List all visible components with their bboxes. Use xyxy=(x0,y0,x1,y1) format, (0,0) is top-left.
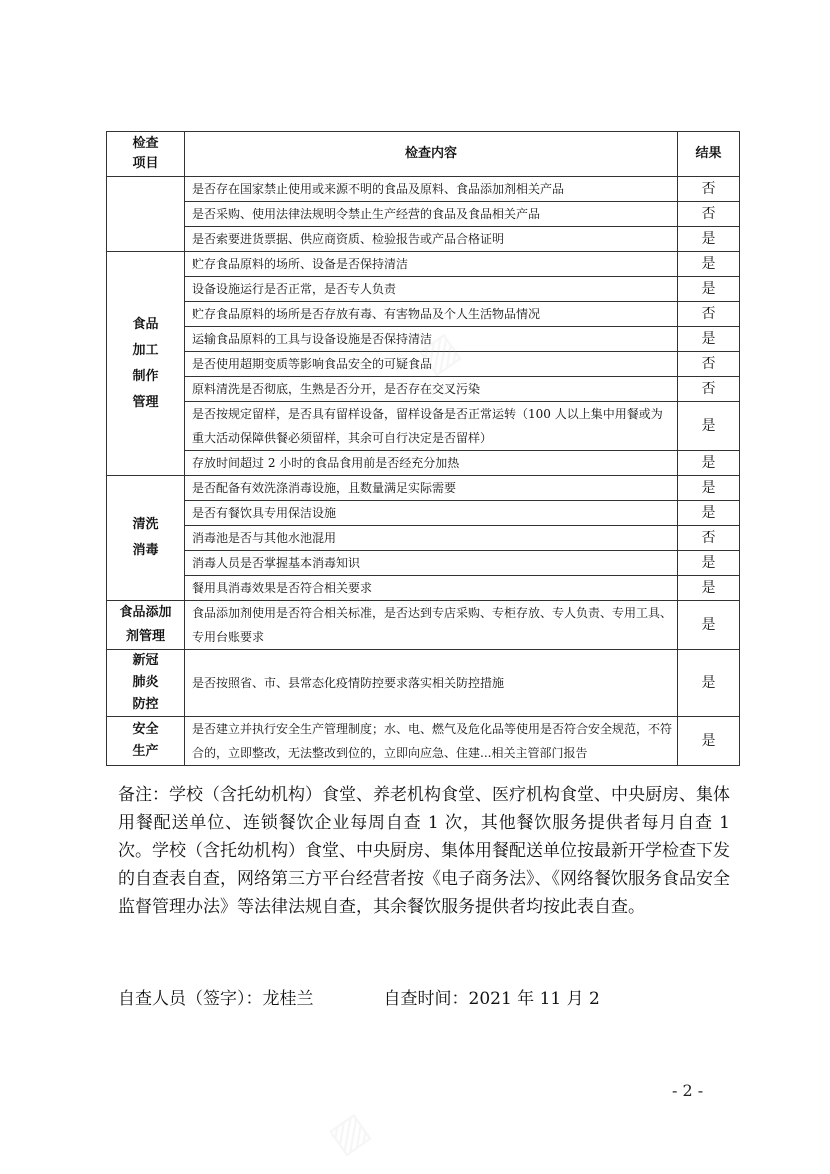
category-label: 食品加工制作管理 xyxy=(132,316,159,410)
check-item: 是否存在国家禁止使用或来源不明的食品及原料、食品添加剂相关产品 xyxy=(185,177,678,202)
inspection-table xyxy=(106,131,740,766)
inspector-name: 龙桂兰 xyxy=(262,989,314,1009)
check-item: 餐用具消毒效果是否符合相关要求 xyxy=(185,576,678,601)
check-item: 是否索要进货票据、供应商资质、检验报告或产品合格证明 xyxy=(185,227,678,252)
header-content: 检查内容 xyxy=(185,132,678,177)
check-result: 是 xyxy=(678,402,740,451)
table-row xyxy=(107,302,740,327)
table-row xyxy=(107,526,740,551)
check-result: 否 xyxy=(678,177,740,202)
check-result: 是 xyxy=(678,476,740,501)
check-result: 是 xyxy=(678,650,740,717)
check-result: 是 xyxy=(678,277,740,302)
inspection-time-label: 自查时间： xyxy=(383,989,469,1009)
check-item: 是否配备有效洗涤消毒设施，且数量满足实际需要 xyxy=(185,476,678,501)
table-row xyxy=(107,601,740,650)
check-result: 是 xyxy=(678,601,740,650)
check-item: 贮存食品原料的场所、设备是否保持清洁 xyxy=(185,252,678,277)
table-header-row xyxy=(107,132,740,177)
check-item: 是否使用超期变质等影响食品安全的可疑食品 xyxy=(185,352,678,377)
check-result: 是 xyxy=(678,451,740,476)
table-row xyxy=(107,352,740,377)
header-category: 检查 项目 xyxy=(107,132,185,177)
check-item: 食品添加剂使用是否符合相关标准，是否达到专店采购、专柜存放、专人负责、专用工具、专用台账要求 xyxy=(185,601,678,650)
check-result: 是 xyxy=(678,717,740,766)
check-result: 否 xyxy=(678,377,740,402)
check-item: 运输食品原料的工具与设备设施是否保持清洁 xyxy=(185,327,678,352)
check-result: 是 xyxy=(678,551,740,576)
inspection-time-value: 2021 年 11 月 2 xyxy=(468,989,600,1009)
table-row xyxy=(107,451,740,476)
check-result: 否 xyxy=(678,352,740,377)
category-cell-food-processing xyxy=(107,252,185,476)
table-row xyxy=(107,177,740,202)
check-item: 存放时间超过 2 小时的食品食用前是否经充分加热 xyxy=(185,451,678,476)
check-result: 是 xyxy=(678,227,740,252)
check-result: 是 xyxy=(678,252,740,277)
check-result: 是 xyxy=(678,576,740,601)
table-row xyxy=(107,377,740,402)
check-item: 是否采购、使用法律法规明令禁止生产经营的食品及食品相关产品 xyxy=(185,202,678,227)
category-cell-covid xyxy=(107,650,185,717)
header-result: 结果 xyxy=(678,132,740,177)
category-cell-safety xyxy=(107,717,185,766)
check-item: 是否按规定留样，是否具有留样设备，留样设备是否正常运转（100 人以上集中用餐或为重大活动保障供餐必须留样，其余可自行决定是否留样） xyxy=(185,402,678,451)
check-item: 消毒池是否与其他水池混用 xyxy=(185,526,678,551)
check-item: 贮存食品原料的场所是否存放有毒、有害物品及个人生活物品情况 xyxy=(185,302,678,327)
category-label: 安全生产 xyxy=(132,722,159,759)
category-cell-additives xyxy=(107,601,185,650)
table-row xyxy=(107,277,740,302)
check-result: 否 xyxy=(678,202,740,227)
category-cell-cleaning xyxy=(107,476,185,601)
table-row xyxy=(107,650,740,717)
check-item: 是否按照省、市、县常态化疫情防控要求落实相关防控措施 xyxy=(185,650,678,717)
remarks-paragraph: 备注：学校（含托幼机构）食堂、养老机构食堂、医疗机构食堂、中央厨房、集体用餐配送单位、连锁餐饮企业每周自查 1 次，其他餐饮服务提供者每月自查 1 次。学校（含托幼机构）食堂、中央厨房、集体用餐配送单位按最新开学检查下发的自查表自查，网络第三方平台经营者按《电子商务法》、《网络餐饮服务食品安全监督管理办法》等法律法规自查，其余餐饮服务提供者均按此表自查。 xyxy=(118,785,730,917)
inspector-label: 自查人员（签字）： xyxy=(118,989,263,1009)
check-result: 是 xyxy=(678,327,740,352)
watermark: ▨ xyxy=(320,1103,378,1163)
table-row xyxy=(107,252,740,277)
check-item: 设备设施运行是否正常，是否专人负责 xyxy=(185,277,678,302)
category-cell xyxy=(107,177,185,252)
check-item: 是否有餐饮具专用保洁设施 xyxy=(185,501,678,526)
check-result: 是 xyxy=(678,501,740,526)
table-row xyxy=(107,717,740,766)
watermark: ▨ xyxy=(410,323,468,383)
table-row xyxy=(107,227,740,252)
table-row xyxy=(107,327,740,352)
signature-line xyxy=(118,984,600,1009)
table-row xyxy=(107,476,740,501)
check-item: 原料清洗是否彻底，生熟是否分开，是否存在交叉污染 xyxy=(185,377,678,402)
category-label: 清洗消毒 xyxy=(132,517,159,558)
check-result: 否 xyxy=(678,302,740,327)
table-row xyxy=(107,202,740,227)
table-row xyxy=(107,576,740,601)
category-label: 新冠肺炎防控 xyxy=(132,653,159,712)
page-number: - 2 - xyxy=(672,1081,704,1100)
check-item: 消毒人员是否掌握基本消毒知识 xyxy=(185,551,678,576)
table-row xyxy=(107,551,740,576)
check-item: 是否建立并执行安全生产管理制度；水、电、燃气及危化品等使用是否符合安全规范，不符合的，立即整改，无法整改到位的，立即向应急、住建...相关主管部门报告 xyxy=(185,717,678,766)
table-row xyxy=(107,402,740,451)
table-row xyxy=(107,501,740,526)
check-result: 否 xyxy=(678,526,740,551)
category-label: 食品添加剂管理 xyxy=(119,605,172,644)
